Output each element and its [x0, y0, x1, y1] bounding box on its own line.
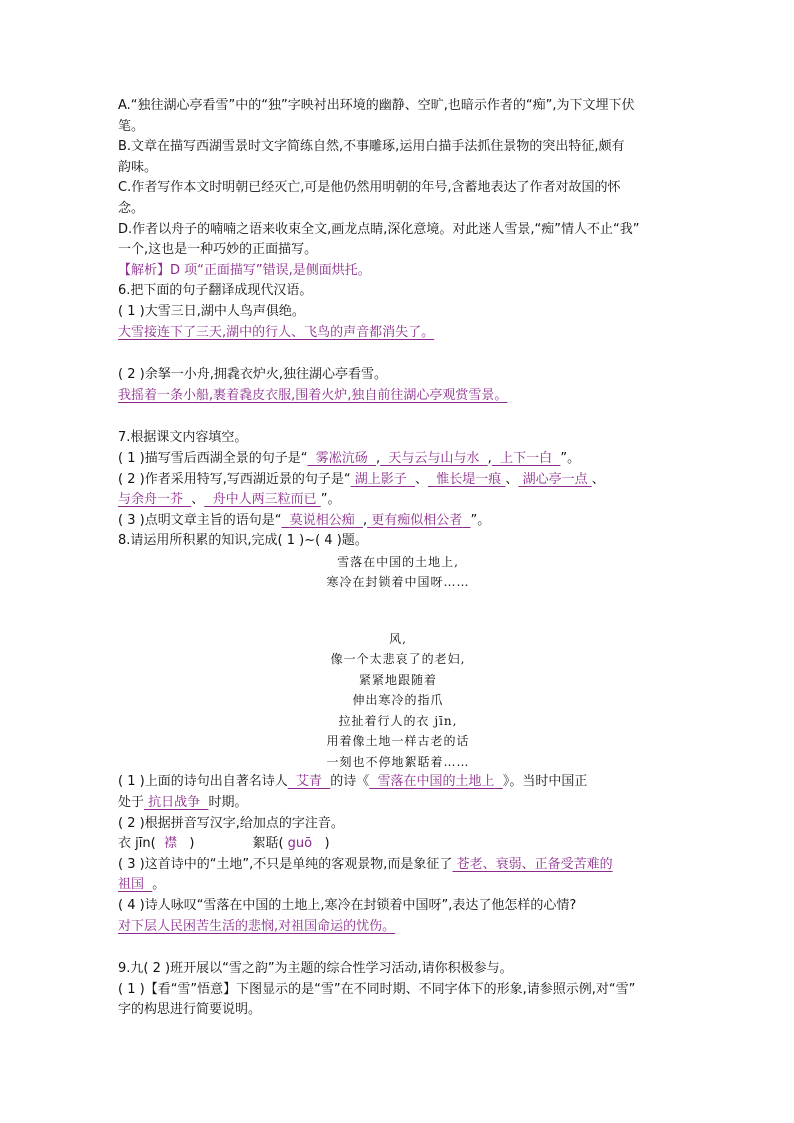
q7-s3-blank-2: 更有痴似相公者	[371, 512, 463, 528]
q7-item-1: ( 1 )描写雪后西湖全景的句子是“ 雾凇沆砀 , 天与云与山与水 , 上下一白 ”。	[118, 450, 581, 466]
analysis-text: 【解析】D 项“正面描写”错误,是侧面烘托。	[118, 262, 371, 278]
q8-item-3	[118, 855, 678, 876]
poem-line-6: 伸出寒冷的指爪	[352, 693, 444, 708]
q7-s3-blank-1: 莫说相公痴	[289, 512, 355, 528]
q8-s1-number: ( 1 )	[118, 774, 145, 790]
poem-line-9: 一刻也不停地絮聒着……	[326, 754, 470, 769]
q6-title: 6.把下面的句子翻译成现代汉语。	[118, 283, 313, 299]
q8-s2-item1-end: )	[189, 836, 195, 852]
poem-line-3: 风,	[389, 631, 407, 646]
q7-s1-blank-1: 雾凇沆砀	[315, 450, 368, 466]
q7-item-3: ( 3 )点明文章主旨的语句是“ 莫说相公痴 , 更有痴似相公者 ”。	[118, 512, 491, 528]
document-page	[118, 96, 678, 1021]
q8-s3-answer-1: 苍老、衰弱、正备受苦难的	[456, 856, 613, 872]
q8-s1-era-blank: 抗日战争	[148, 794, 201, 810]
poem-line-4: 像一个太悲哀了的老妇,	[330, 652, 466, 667]
q8-item-1-cont	[118, 793, 678, 814]
q8-s1-poet-blank: 艾青	[295, 774, 322, 790]
q8-item-4	[118, 896, 678, 917]
q7-s3-end: ”。	[470, 512, 491, 528]
q6-s1-number: ( 1 )	[118, 303, 145, 319]
q8-s3-end: 。	[152, 877, 166, 893]
q8-s2-number: ( 2 )	[118, 815, 145, 831]
q8-s1-end: 》。当时中国正	[502, 774, 588, 790]
poem-line-2: 寒冷在封锁着中国呀……	[326, 575, 470, 590]
q7-s2-blank-4: 与余舟一芥	[118, 492, 184, 508]
q9-s1-text-1: 【看“雪”悟意】下图显示的是“雪”在不同时期、不同字体下的形象,请参照示例,对“雪”	[144, 981, 636, 997]
q8-s4-answer: 对下层人民困苦生活的悲悯,对祖国命运的忧伤。	[118, 918, 396, 934]
q6-s2-answer: 我摇着一条小船,裹着毳皮衣服,围着火炉,独自前往湖心亭观赏雪景。	[118, 387, 508, 403]
q8-s1-text: 上面的诗句出自著名诗人	[144, 774, 288, 790]
q8-title: 8.请运用所积累的知识,完成( 1 )~( 4 )题。	[118, 533, 368, 549]
q8-item-3-cont	[118, 875, 678, 896]
poem-line-7: 拉扯着行人的衣 jīn,	[338, 713, 458, 728]
q7-s2-blank-5: 舟中人两三粒而已	[212, 492, 317, 508]
q8-s1-poem-blank: 雪落在中国的土地上	[377, 774, 495, 790]
q7-title: 7.根据课文内容填空。	[118, 430, 248, 446]
option-b-line2: 韵味。	[118, 159, 158, 175]
q7-item-2-cont: 与余舟一芥 、 舟中人两三粒而已 ”。	[118, 492, 341, 508]
q7-s1-blank-3: 上下一白	[500, 450, 553, 466]
q7-s1-text: 描写雪后西湖全景的句子是“	[144, 450, 308, 466]
q9-title: 9.九( 2 )班开展以“雪之韵”为主题的综合性学习活动,请你积极参与。	[118, 961, 513, 977]
q8-s2-item1: 衣 jīn(	[118, 836, 156, 852]
q8-answer-4	[118, 917, 678, 938]
q8-s4-number: ( 4 )	[118, 897, 145, 913]
q8-s3-answer-2: 祖国	[118, 877, 145, 893]
q6-s2-text: 余拏一小舟,拥毳衣炉火,独往湖心亭看雪。	[144, 367, 387, 383]
q8-item-2	[118, 814, 678, 835]
option-a-line1: A.“独往湖心亭看雪”中的“独”字映衬出环境的幽静、空旷,也暗示作者的“痴”,为下文埋下伏	[118, 98, 635, 113]
q8-s4-text: 诗人咏叹“雪落在中国的土地上,寒冷在封锁着中国呀”,表达了他怎样的心情?	[144, 897, 577, 913]
poem-line-8: 用着像土地一样古老的话	[326, 734, 470, 749]
q8-s2-answer-2: guō	[287, 836, 313, 852]
q7-s1-number: ( 1 )	[118, 450, 145, 466]
q8-s2-text: 根据拼音写汉字,给加点的字注音。	[144, 815, 344, 831]
poem	[118, 552, 678, 773]
q9-s1-number: ( 1 )	[118, 981, 145, 997]
poem-line-5: 紧紧地跟随着	[358, 672, 437, 687]
q7-s3-text: 点明文章主旨的语句是“	[144, 512, 282, 528]
option-c-line1: C.作者写作本文时明朝已经灭亡,可是他仍然用明朝的年号,含蓄地表达了作者对故国的怀	[118, 180, 621, 196]
q7-item-2: ( 2 )作者采用特写,写西湖近景的句子是“ 湖上影子 、 惟长堤一痕 、 湖心亭一点 、	[118, 471, 605, 487]
q7-s1-end: ”。	[560, 450, 581, 466]
q8-item-1	[118, 772, 678, 793]
q8-s3-text: 这首诗中的“土地”,不只是单纯的客观景物,而是象征了	[144, 856, 453, 872]
q8-s2-item2-end: )	[324, 836, 330, 852]
q6-answer-1	[118, 323, 678, 344]
q8-item-2-answers	[118, 834, 678, 855]
poem-line-1: 雪落在中国的土地上,	[337, 554, 459, 569]
option-c-line2: 念。	[118, 200, 145, 216]
q6-answer-2	[118, 386, 678, 407]
option-d-line1: D.作者以舟子的喃喃之语来收束全文,画龙点睛,深化意境。对此迷人雪景,“痴”情人不止“我”	[118, 221, 640, 237]
q7-s2-number: ( 2 )	[118, 471, 145, 487]
q7-s1-blank-2: 天与云与山与水	[388, 450, 480, 466]
q8-s1-line2-pre: 处于	[118, 794, 145, 810]
q6-s1-text: 大雪三日,湖中人鸟声俱绝。	[144, 303, 305, 319]
q7-s2-blank-1: 湖上影子	[354, 471, 407, 487]
q9-item-1	[118, 980, 678, 1001]
q9-item-1-cont: 字的构思进行简要说明。	[118, 1002, 262, 1018]
q7-s3-number: ( 3 )	[118, 512, 145, 528]
q6-sentence-2	[118, 365, 678, 386]
q6-s2-number: ( 2 )	[118, 367, 145, 383]
q8-s2-item2: 絮聒(	[252, 836, 284, 852]
option-d-line2: 一个,这也是一种巧妙的正面描写。	[118, 242, 318, 258]
option-a-line2: 笔。	[118, 118, 145, 134]
q7-s2-end: ”。	[320, 492, 341, 508]
q6-s1-answer: 大雪接连下了三天,湖中的行人、飞鸟的声音都消失了。	[118, 324, 435, 340]
q6-sentence-1	[118, 302, 678, 323]
q7-s2-blank-3: 湖心亭一点	[522, 471, 588, 487]
q8-s1-line2-end: 时期。	[208, 794, 248, 810]
q8-s3-number: ( 3 )	[118, 856, 145, 872]
q8-s2-answer-1: 襟	[163, 836, 177, 852]
q7-s2-blank-2: 惟长堤一痕	[436, 471, 502, 487]
q8-s1-mid: 的诗《	[330, 774, 370, 790]
q7-s2-text: 作者采用特写,写西湖近景的句子是“	[144, 471, 351, 487]
option-b-line1: B.文章在描写西湖雪景时文字简练自然,不事雕琢,运用白描手法抓住景物的突出特征,颇有	[118, 139, 625, 155]
